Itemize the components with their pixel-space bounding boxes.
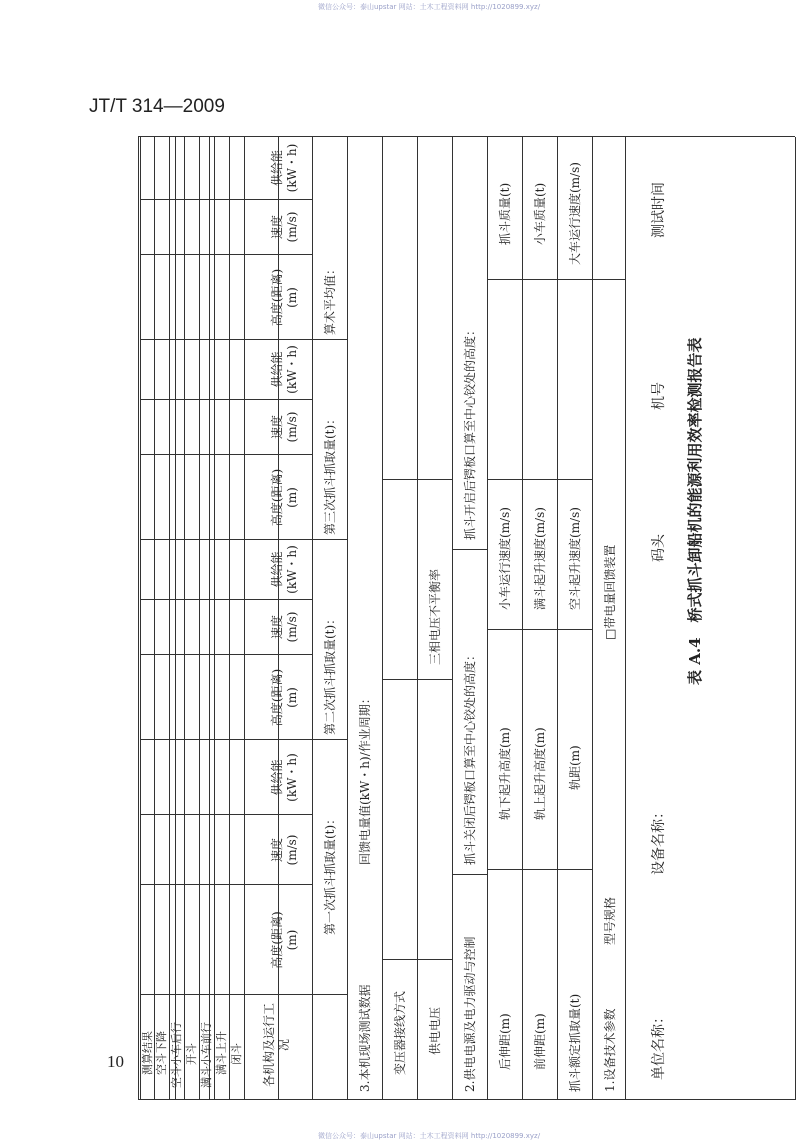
label-outreach: 前伸距(m) — [533, 1013, 547, 1070]
s2-open-height: 抓斗开启后锷板口算至中心铰处的高度： — [463, 323, 477, 540]
col-height-3: 高度(距离) (m) — [270, 468, 299, 527]
label-gauge: 轨距(m) — [568, 745, 582, 790]
s3-group-2: 第二次抓斗抓取量(t)： — [323, 612, 337, 735]
col-height-1: 高度(距离) (m) — [270, 911, 299, 969]
row-close-grab: 闭斗 — [230, 1043, 243, 1065]
label-trolley-mass: 小车质量(t) — [533, 182, 547, 245]
col-height-4: 高度(距离) (m) — [270, 268, 299, 327]
s3-conditions-header: 各机构及运行工况 — [262, 1003, 291, 1088]
s1-header: 1.设备技术参数 — [603, 1008, 617, 1092]
machine-no-label: 机号 — [651, 382, 667, 410]
table-title: 表 A.4 桥式抓斗卸船机的能源利用效率检测报告表 — [686, 337, 704, 685]
label-hoist-below-rail: 轨下起升高度(m) — [498, 727, 512, 820]
test-time-label: 测试时间 — [651, 182, 667, 238]
watermark-bottom: 微信公众号：泰山upstar 网站：土木工程资料网 http://1020899.xyz/ — [318, 1132, 541, 1140]
row-result: 测算结果 — [141, 1031, 154, 1075]
row-empty-trolley-back: 空斗小车后行 — [170, 1022, 183, 1088]
col-energy-2: 供给能 (kW・h) — [270, 545, 299, 594]
col-speed-2: 速度 (m/s) — [270, 611, 299, 643]
unit-name-label: 单位名称： — [651, 1010, 667, 1080]
standard-code: JT/T 314—2009 — [89, 96, 225, 117]
s2-supply-voltage: 供电电压 — [428, 1006, 442, 1055]
col-speed-3: 速度 (m/s) — [270, 411, 299, 443]
watermark-top: 微信公众号：泰山upstar 网站：土木工程资料网 http://1020899.xyz/ — [318, 3, 541, 11]
s2-transformer: 变压器接线方式 — [393, 990, 407, 1075]
col-energy-1: 供给能 (kW・h) — [270, 753, 299, 802]
page-number: 10 — [107, 1052, 124, 1071]
s3-group-3: 第三次抓斗抓取量(t)： — [323, 412, 337, 535]
s3-group-4: 算术平均值： — [323, 262, 337, 335]
report-table-rotated — [0, 90, 800, 1100]
equipment-name-label: 设备名称： — [651, 805, 667, 875]
row-full-trolley-forward: 满斗小车前行 — [200, 1022, 213, 1088]
label-trolley-travel-speed: 大车运行速度(m/s) — [568, 162, 582, 265]
s3-feedback: 回馈电量值(kW・h)/作业周期： — [358, 692, 372, 865]
s2-closed-height: 抓斗关闭后锷板口算至中心铰处的高度： — [463, 648, 477, 865]
s3-header: 3.本机现场测试数据 — [358, 984, 372, 1092]
row-empty-lower: 空斗下降 — [155, 1031, 168, 1075]
col-energy-4: 供给能 (kW・h) — [270, 143, 299, 193]
s2-three-phase: 三相电压不平衡率 — [428, 568, 442, 665]
s1-model: 型号规格 — [603, 896, 617, 945]
label-grab-mass: 抓斗质量(t) — [498, 182, 512, 245]
label-hoist-above-rail: 轨上起升高度(m) — [533, 727, 547, 820]
col-speed-4: 速度 (m/s) — [270, 211, 299, 243]
label-rated-capacity: 抓斗额定抓取量(t) — [568, 993, 582, 1092]
row-open-grab: 开斗 — [185, 1043, 198, 1065]
s3-group-1: 第一次抓斗抓取量(t)： — [323, 812, 337, 935]
label-backreach: 后伸距(m) — [498, 1013, 512, 1070]
row-full-hoist: 满斗上升 — [215, 1031, 228, 1075]
col-height-2: 高度(距离) (m) — [270, 668, 299, 727]
label-full-hoist-speed: 满斗起升速度(m/s) — [533, 507, 547, 610]
s1-energy-feedback: □带电量回馈装置 — [603, 544, 617, 640]
col-speed-1: 速度 (m/s) — [270, 834, 299, 866]
label-empty-hoist-speed: 空斗起升速度(m/s) — [568, 507, 582, 610]
label-trolley-speed: 小车运行速度(m/s) — [498, 507, 512, 610]
s2-header: 2.供电电源及电力驱动与控制 — [463, 936, 477, 1092]
col-energy-3: 供给能 (kW・h) — [270, 345, 299, 394]
dock-label: 码头 — [651, 534, 667, 562]
